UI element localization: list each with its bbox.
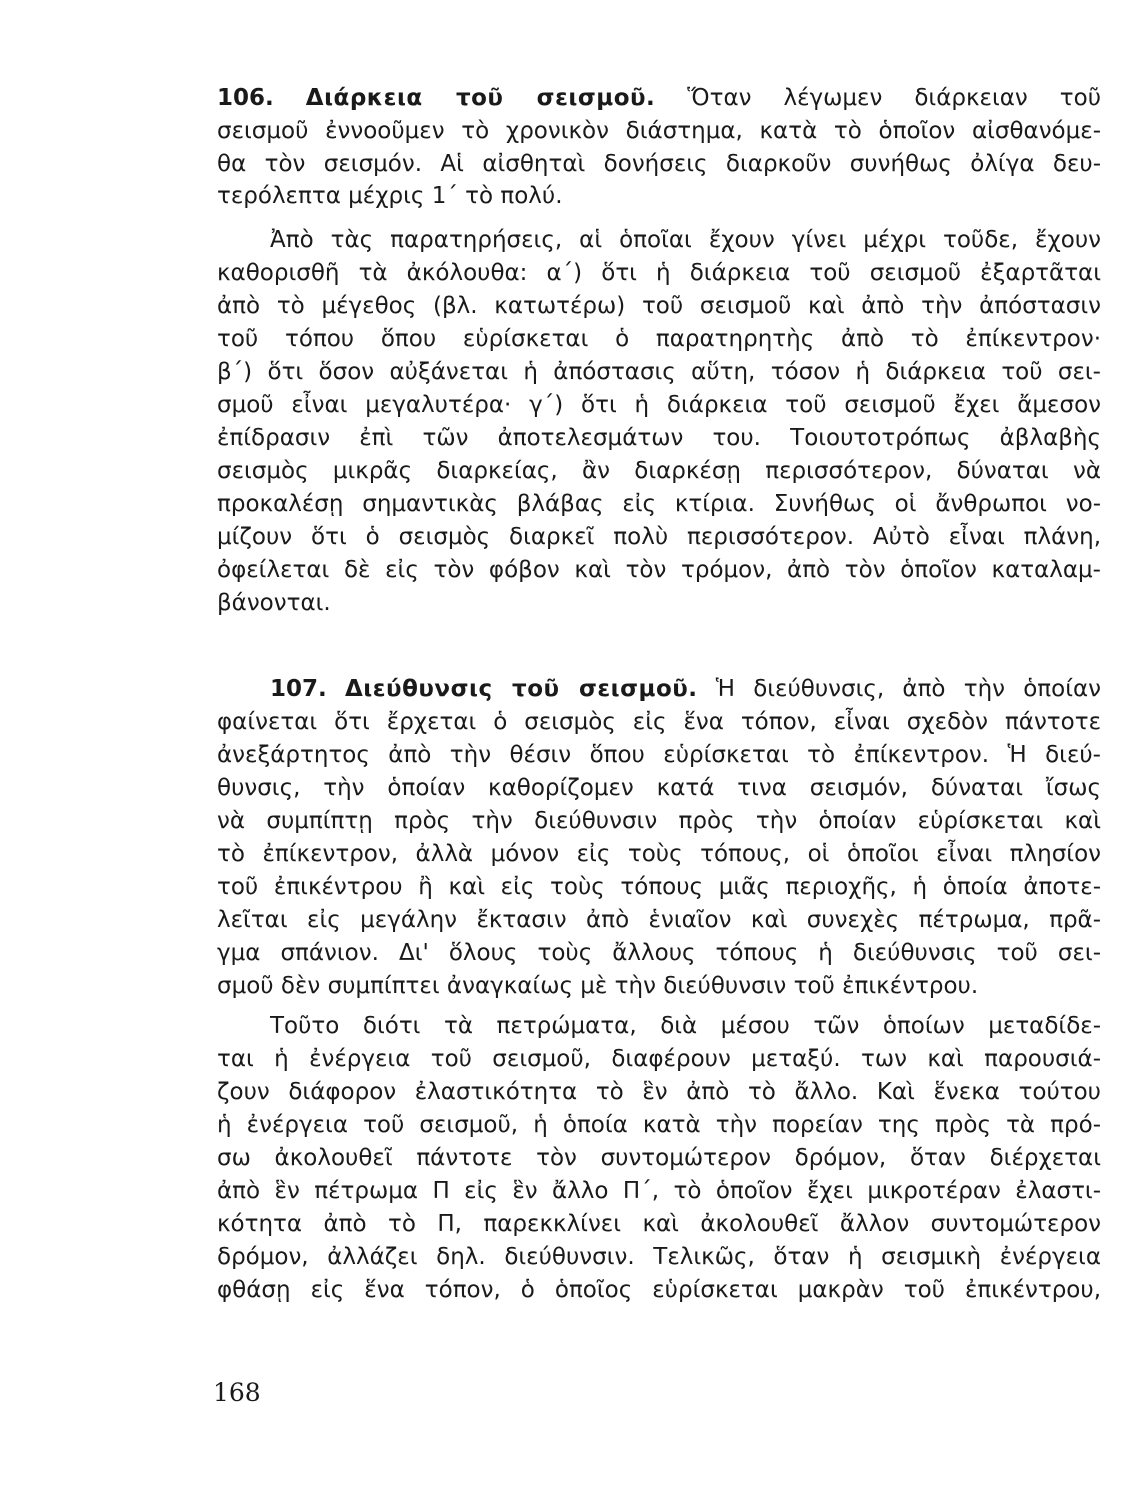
text-line: β΄) ὅτι ὅσον αὐξάνεται ἡ ἀπόστασις αὕτη, τόσον ἡ διάρκεια τοῦ σει- xyxy=(217,359,1101,385)
text-line: θυνσις, τὴν ὁποίαν καθορίζομεν κατά τινα σεισμόν, δύναται ἴσως xyxy=(217,775,1101,801)
text-line: θα τὸν σεισμόν. Αἱ αἰσθηταὶ δονήσεις διαρκοῦν συνήθως ὀλίγα δευ- xyxy=(217,151,1101,177)
text-line: γμα σπάνιον. Δι' ὅλους τοὺς ἄλλους τόπους ἡ διεύθυνσις τοῦ σει- xyxy=(217,940,1101,966)
text-line: σω ἀκολουθεῖ πάντοτε τὸν συντομώτερον δρόμον, ὅταν διέρχεται xyxy=(217,1145,1101,1171)
text-line: κότητα ἀπὸ τὸ Π, παρεκκλίνει καὶ ἀκολουθεῖ ἄλλον συντομώτερον xyxy=(217,1211,1101,1237)
text-line: νὰ συμπίπτῃ πρὸς τὴν διεύθυνσιν πρὸς τὴν ὁποίαν εὑρίσκεται καὶ xyxy=(217,808,1101,834)
section-106-heading-line xyxy=(217,82,1101,115)
text-line: Ἡ διεύθυνσις, ἀπὸ τὴν ὁποίαν xyxy=(715,676,1101,702)
text-line: σεισμοῦ ἐννοοῦμεν τὸ χρονικὸν διάστημα, κατὰ τὸ ὁποῖον αἰσθανόμε- xyxy=(217,118,1101,144)
section-107-number: 107. xyxy=(270,676,327,702)
text-line: σμοῦ εἶναι μεγαλυτέρα· γ΄) ὅτι ἡ διάρκεια τοῦ σεισμοῦ ἔχει ἄμεσον xyxy=(217,392,1101,418)
text-line: τοῦ τόπου ὅπου εὑρίσκεται ὁ παρατηρητὴς ἀπὸ τὸ ἐπίκεντρον· xyxy=(217,326,1101,352)
text-line: τερόλεπτα μέχρις 1΄ τὸ πολύ. xyxy=(217,183,563,209)
text-line: προκαλέσῃ σημαντικὰς βλάβας εἰς κτίρια. Συνήθως οἱ ἄνθρωποι νο- xyxy=(217,491,1101,517)
text-line: λεῖται εἰς μεγάλην ἔκτασιν ἀπὸ ἑνιαῖον καὶ συνεχὲς πέτρωμα, πρᾶ- xyxy=(217,907,1101,933)
text-line: Τοῦτο διότι τὰ πετρώματα, διὰ μέσου τῶν ὁποίων μεταδίδε- xyxy=(270,1013,1101,1039)
page-number: 168 xyxy=(213,1378,261,1407)
text-line: ζουν διάφορον ἐλαστικότητα τὸ ἓν ἀπὸ τὸ ἄλλο. Καὶ ἕνεκα τούτου xyxy=(217,1079,1101,1105)
text-line: δρόμον, ἀλλάζει δηλ. διεύθυνσιν. Τελικῶς, ὅταν ἡ σεισμικὴ ἐνέργεια xyxy=(217,1244,1101,1270)
section-106-number: 106. xyxy=(217,85,274,111)
text-line: μίζουν ὅτι ὁ σεισμὸς διαρκεῖ πολὺ περισσότερον. Αὐτὸ εἶναι πλάνη, xyxy=(217,524,1101,550)
text-line: καθορισθῆ τὰ ἀκόλουθα: α΄) ὅτι ἡ διάρκεια τοῦ σεισμοῦ ἐξαρτᾶται xyxy=(217,260,1101,286)
text-line: σμοῦ δὲν συμπίπτει ἀναγκαίως μὲ τὴν διεύθυνσιν τοῦ ἐπικέντρου. xyxy=(217,973,979,999)
text-line: ἀπὸ τὸ μέγεθος (βλ. κατωτέρω) τοῦ σεισμοῦ καὶ ἀπὸ τὴν ἀπόστασιν xyxy=(217,293,1101,319)
text-line: τὸ ἐπίκεντρον, ἀλλὰ μόνον εἰς τοὺς τόπους, οἱ ὁποῖοι εἶναι πλησίον xyxy=(217,841,1101,867)
text-line: σεισμὸς μικρᾶς διαρκείας, ἂν διαρκέσῃ περισσότερον, δύναται νὰ xyxy=(217,458,1101,484)
text-line: Ὅταν λέγωμεν διάρκειαν τοῦ xyxy=(687,85,1101,111)
text-line: ὀφείλεται δὲ εἰς τὸν φόβον καὶ τὸν τρόμον, ἀπὸ τὸν ὁποῖον καταλαμ- xyxy=(217,557,1101,583)
text-line: ται ἡ ἐνέργεια τοῦ σεισμοῦ, διαφέρουν μεταξύ. των καὶ παρουσιά- xyxy=(217,1046,1101,1072)
text-line: ἀνεξάρτητος ἀπὸ τὴν θέσιν ὅπου εὑρίσκεται τὸ ἐπίκεντρον. Ἡ διεύ- xyxy=(217,742,1101,768)
section-106-title: Διάρκεια τοῦ σεισμοῦ. xyxy=(305,85,656,111)
text-line: φαίνεται ὅτι ἔρχεται ὁ σεισμὸς εἰς ἕνα τόπον, εἶναι σχεδὸν πάντοτε xyxy=(217,709,1101,735)
text-line: Ἀπὸ τὰς παρατηρήσεις, αἱ ὁποῖαι ἔχουν γίνει μέχρι τοῦδε, ἔχουν xyxy=(270,227,1101,253)
section-107-heading-line xyxy=(270,673,1101,706)
section-107-title: Διεύθυνσις τοῦ σεισμοῦ. xyxy=(344,676,698,702)
text-line: τοῦ ἐπικέντρου ἢ καὶ εἰς τοὺς τόπους μιᾶς περιοχῆς, ἡ ὁποία ἀποτε- xyxy=(217,874,1101,900)
text-line: βάνονται. xyxy=(217,590,331,616)
text-line: ἡ ἐνέργεια τοῦ σεισμοῦ, ἡ ὁποία κατὰ τὴν πορείαν της πρὸς τὰ πρό- xyxy=(217,1112,1101,1138)
text-line: ἐπίδρασιν ἐπὶ τῶν ἀποτελεσμάτων του. Τοιουτοτρόπως ἀβλαβὴς xyxy=(217,425,1101,451)
text-line: ἀπὸ ἓν πέτρωμα Π εἰς ἓν ἄλλο Π΄, τὸ ὁποῖον ἔχει μικροτέραν ἐλαστι- xyxy=(217,1178,1101,1204)
text-line: φθάσῃ εἰς ἕνα τόπον, ὁ ὁποῖος εὑρίσκεται μακρὰν τοῦ ἐπικέντρου, xyxy=(217,1277,1101,1303)
